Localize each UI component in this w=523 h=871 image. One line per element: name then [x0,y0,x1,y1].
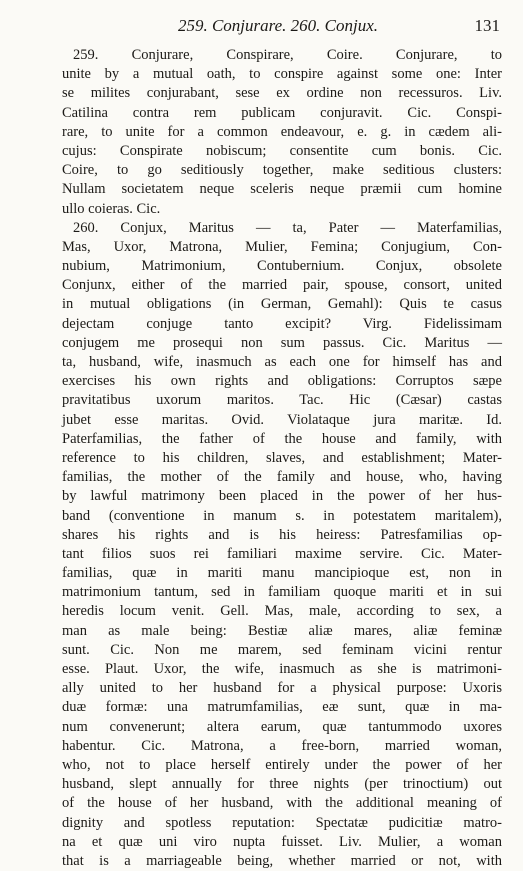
text-line: Coire, to go seditiously together, make seditious clusters: [62,162,502,179]
text-line: conjugem me prosequi non sum passus. Cic. Maritus — [62,334,502,351]
text-line: duæ formæ: una matrumfamilias, eæ sunt, quæ in ma- [62,699,502,716]
text-line: in mutual obligations (in German, Gemahl): Quis te casus [62,296,502,313]
text-line: tant filios suos rei familiari maxime servire. Cic. Mater- [62,545,502,562]
text-line: Paterfamilias, the father of the house and family, with [62,430,502,447]
text-line: Conjunx, either of the married pair, spouse, consort, united [62,277,502,294]
text-line: jubet esse maritas. Ovid. Violataque jura maritæ. Id. [62,411,502,428]
text-line: familias, the mother of the family and house, who, having [62,469,502,486]
text-line: nubium, Matrimonium, Contubernium. Conjux, obsolete [62,258,502,275]
text-line: cujus: Conspirate nobiscum; consentite cum bonis. Cic. [62,142,502,159]
text-line: reference to his children, slaves, and establishment; Mater- [62,449,502,466]
page-header [56,14,500,38]
text-line: husband, slept annually for three nights (per trinoctium) out [62,776,502,793]
text-line: Mas, Uxor, Matrona, Mulier, Femina; Conjugium, Con- [62,238,502,255]
text-line: heredis locum venit. Gell. Mas, male, according to sex, a [62,603,502,620]
text-line: dejectam conjuge tanto excipit? Virg. Fidelissimam [62,315,502,332]
page-body [62,46,502,871]
text-line: se milites conjurabant, sese ex ordine non recessuros. Liv. [62,85,502,102]
text-line: na et quæ uni viro nupta fuisset. Liv. Mulier, a woman [62,833,502,850]
running-head: 259. Conjurare. 260. Conjux. [177,16,379,35]
text-line: man as male being: Bestiæ aliæ mares, aliæ feminæ [62,622,502,639]
text-line: Nullam societatem neque sceleris neque præmii cum homine [62,181,502,198]
text-line: familias, quæ in mariti manu mancipioque est, non in [62,565,502,582]
text-line: exercises his own rights and obligations: Corruptos sæpe [62,373,502,390]
text-line: ullo coieras. Cic. [62,200,161,217]
text-line: band (conventione in manum s. in potestatem maritalem), [62,507,502,524]
text-line: sunt. Cic. Non me marem, sed feminam vicini rentur [62,641,502,658]
text-line: 259. Conjurare, Conspirare, Coire. Conjurare, to [73,47,502,63]
text-line: unite by a mutual oath, to conspire against some one: Inter [62,66,502,83]
text-line: who, not to place herself entirely under the power of her [62,756,502,773]
text-line: habentur. Cic. Matrona, a free-born, married woman, [62,737,502,754]
page-number: 131 [474,16,500,35]
text-line: pravitatibus uxorum maritos. Tac. Hic (Cæsar) castas [62,392,502,409]
text-line: esse. Plaut. Uxor, the wife, inasmuch as she is matrimoni- [62,661,502,677]
text-line: ta, husband, wife, inasmuch as each one for himself has and [62,354,502,370]
text-line: that is a marriageable being, whether married or not, with [62,852,502,869]
text-line: 260. Conjux, Maritus — ta, Pater — Materfamilias, [73,219,502,236]
text-line: of the house of her husband, with the additional meaning of [62,795,502,812]
text-line: rare, to unite for a common endeavour, e. g. in cædem ali- [62,123,502,140]
text-line: by lawful matrimony been placed in the power of her hus- [62,488,502,505]
text-line: dignity and spotless reputation: Spectatæ pudicitiæ matro- [62,814,502,831]
text-line: shares his rights and is his heiress: Patresfamilias op- [62,526,502,543]
text-line: matrimonium tantum, sed in familiam quoque mariti et in sui [62,584,502,601]
text-line: Catilina contra rem publicam conjuravit. Cic. Conspi- [62,104,502,121]
text-line: num convenerunt; altera earum, quæ tantummodo uxores [62,718,502,735]
text-line: ally united to her husband for a physical purpose: Uxoris [62,680,502,697]
